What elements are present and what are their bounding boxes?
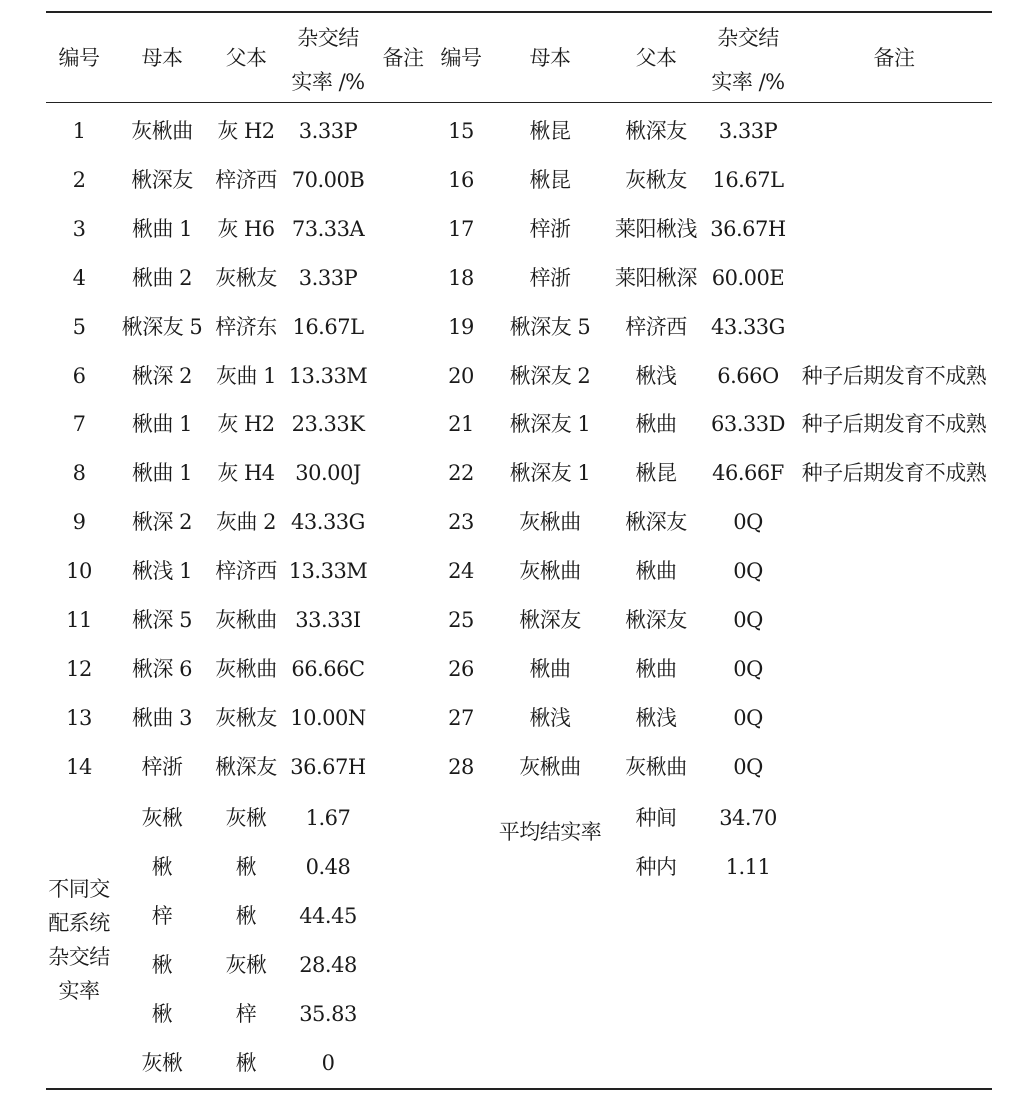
row-father-cell: 灰 H4: [217, 461, 275, 486]
row-id-cell: 13: [66, 705, 92, 730]
summary-system-label: [48, 872, 110, 1008]
row-father-cell: 楸深友: [215, 754, 277, 779]
summary-system-label-line: 杂交结: [48, 945, 110, 969]
row-father-cell: 灰曲 2: [215, 510, 277, 535]
row-rate-cell: 70.00B: [291, 167, 365, 192]
summary-mother-cell: 楸: [151, 854, 173, 879]
row-mother-cell: 梓浙: [141, 754, 183, 779]
row-id-cell: 7: [72, 412, 86, 437]
row-id-cell: 19: [448, 314, 474, 339]
row-mother-cell: 梓浙: [529, 216, 571, 241]
header-id-left: 编号: [58, 46, 100, 70]
row-id-cell: 11: [66, 608, 92, 632]
header-note-right: 备注: [873, 46, 915, 70]
row-id-cell: 20: [448, 363, 474, 388]
row-rate-cell: 6.66O: [717, 363, 779, 388]
row-mother-cell: 楸深友 2: [509, 363, 591, 388]
row-mother-cell: 楸曲 3: [131, 705, 193, 730]
row-father-cell: 楸浅: [635, 705, 677, 730]
row-id-cell: 10: [66, 559, 92, 584]
row-mother-cell: 楸昆: [529, 119, 571, 143]
row-id-cell: 5: [72, 314, 86, 339]
row-id-cell: 24: [448, 559, 474, 584]
row-father-cell: 灰曲 1: [215, 363, 277, 388]
row-mother-cell: 楸深 2: [131, 363, 193, 388]
row-mother-cell: 楸浅: [529, 705, 571, 730]
summary-average-rate-cell: 34.70: [719, 806, 777, 830]
row-mother-cell: 楸深 6: [131, 656, 193, 681]
row-rate-cell: 0Q: [733, 559, 763, 584]
row-mother-cell: 灰楸曲: [519, 754, 581, 779]
summary-system-label-line: 配系统: [48, 911, 110, 935]
row-id-cell: 6: [72, 363, 86, 388]
header-id-right: 编号: [440, 46, 482, 70]
row-id-cell: 14: [66, 754, 92, 779]
row-rate-cell: 30.00J: [295, 461, 361, 486]
row-mother-cell: 楸曲 1: [131, 412, 193, 437]
summary-mother-cell: 梓: [151, 903, 173, 928]
row-rate-cell: 46.66F: [712, 461, 784, 486]
row-id-cell: 25: [448, 608, 474, 632]
row-id-cell: 2: [72, 167, 86, 192]
row-rate-cell: 0Q: [733, 705, 763, 730]
header-father-right: 父本: [635, 46, 677, 70]
row-id-cell: 28: [448, 754, 474, 779]
header-note-left: 备注: [382, 46, 424, 70]
summary-father-cell: 楸: [235, 1050, 257, 1075]
row-father-cell: 莱阳楸浅: [615, 216, 697, 241]
row-mother-cell: 楸浅 1: [131, 559, 193, 584]
summary-mother-cell: 灰楸: [141, 806, 183, 830]
summary-father-cell: 灰楸: [225, 952, 267, 977]
row-id-cell: 17: [448, 216, 474, 241]
header-father-left: 父本: [225, 46, 267, 70]
row-father-cell: 莱阳楸深: [615, 265, 697, 290]
row-father-cell: 楸深友: [625, 608, 687, 632]
summary-father-cell: 楸: [235, 903, 257, 928]
summary-type-cell: 种内: [635, 854, 677, 879]
row-mother-cell: 楸曲 1: [131, 216, 193, 241]
row-mother-cell: 楸曲 1: [131, 461, 193, 486]
row-father-cell: 楸曲: [635, 559, 677, 584]
row-father-cell: 楸浅: [635, 363, 677, 388]
row-rate-cell: 13.33M: [288, 559, 368, 584]
row-mother-cell: 楸深友 1: [509, 461, 591, 486]
summary-mother-cell: 灰楸: [141, 1050, 183, 1075]
summary-average-rate-cell: 1.11: [725, 854, 771, 879]
row-father-cell: 灰 H2: [217, 412, 275, 437]
row-rate-cell: 60.00E: [711, 265, 785, 290]
row-father-cell: 楸昆: [635, 461, 677, 486]
row-father-cell: 灰楸曲: [625, 754, 687, 779]
row-father-cell: 灰楸友: [215, 265, 277, 290]
row-id-cell: 15: [448, 119, 474, 143]
row-rate-cell: 0Q: [733, 656, 763, 681]
row-rate-cell: 16.67L: [712, 167, 784, 192]
row-note-cell: 种子后期发育不成熟: [801, 412, 987, 437]
row-id-cell: 21: [448, 412, 474, 437]
row-father-cell: 灰楸友: [625, 167, 687, 192]
summary-system-label-line: 实率: [58, 979, 100, 1003]
row-mother-cell: 灰楸曲: [519, 559, 581, 584]
row-note-cell: 种子后期发育不成熟: [801, 363, 987, 388]
row-father-cell: 楸曲: [635, 412, 677, 437]
row-rate-cell: 0Q: [733, 754, 763, 779]
row-mother-cell: 楸深 5: [131, 608, 193, 632]
row-id-cell: 1: [72, 119, 86, 143]
summary-rate-cell: 28.48: [299, 952, 357, 977]
row-rate-cell: 66.66C: [291, 656, 365, 681]
row-rate-cell: 0Q: [733, 608, 763, 632]
row-note-cell: 种子后期发育不成熟: [801, 461, 987, 486]
summary-mother-cell: 楸: [151, 952, 173, 977]
row-rate-cell: 0Q: [733, 510, 763, 535]
header-mother-right: 母本: [529, 46, 571, 70]
summary-system-label-line: 不同交: [48, 877, 110, 901]
row-father-cell: 梓济东: [215, 314, 277, 339]
row-rate-cell: 63.33D: [711, 412, 785, 437]
summary-rate-cell: 0: [321, 1050, 335, 1075]
row-rate-cell: 73.33A: [291, 216, 365, 241]
table-bottom-rule: [46, 1088, 992, 1090]
row-id-cell: 18: [448, 265, 474, 290]
row-rate-cell: 10.00N: [290, 705, 366, 730]
row-mother-cell: 楸深友 1: [509, 412, 591, 437]
row-mother-cell: 楸深友: [131, 167, 193, 192]
row-mother-cell: 楸深友 5: [121, 314, 203, 339]
row-father-cell: 灰楸友: [215, 705, 277, 730]
row-id-cell: 3: [72, 216, 86, 241]
row-id-cell: 16: [448, 167, 474, 192]
row-mother-cell: 楸昆: [529, 167, 571, 192]
summary-rate-cell: 1.67: [305, 806, 351, 830]
table-top-rule: [46, 11, 992, 13]
row-father-cell: 灰楸曲: [215, 656, 277, 681]
row-father-cell: 楸深友: [625, 510, 687, 535]
row-father-cell: 梓济西: [215, 167, 277, 192]
table-header-rule: [46, 102, 992, 103]
summary-type-cell: 种间: [635, 806, 677, 830]
row-mother-cell: 楸深 2: [131, 510, 193, 535]
row-rate-cell: 33.33I: [295, 608, 361, 632]
header-mother-left: 母本: [141, 46, 183, 70]
row-mother-cell: 梓浙: [529, 265, 571, 290]
row-father-cell: 梓济西: [215, 559, 277, 584]
row-rate-cell: 3.33P: [718, 119, 778, 143]
summary-rate-cell: 44.45: [299, 903, 357, 928]
row-id-cell: 8: [72, 461, 86, 486]
row-id-cell: 9: [72, 510, 86, 535]
row-rate-cell: 16.67L: [292, 314, 364, 339]
row-mother-cell: 楸曲: [529, 656, 571, 681]
summary-rate-cell: 0.48: [305, 854, 351, 879]
row-id-cell: 22: [448, 461, 474, 486]
summary-father-cell: 灰楸: [225, 806, 267, 830]
row-id-cell: 27: [448, 705, 474, 730]
row-id-cell: 23: [448, 510, 474, 535]
row-rate-cell: 36.67H: [290, 754, 366, 779]
header-rate-line2-right: 实率 /%: [711, 70, 785, 94]
summary-rate-cell: 35.83: [299, 1001, 357, 1026]
row-rate-cell: 43.33G: [711, 314, 785, 339]
row-father-cell: 灰 H2: [217, 119, 275, 143]
row-father-cell: 梓济西: [625, 314, 687, 339]
row-rate-cell: 23.33K: [291, 412, 365, 437]
row-mother-cell: 灰楸曲: [519, 510, 581, 535]
row-id-cell: 4: [72, 265, 86, 290]
row-id-cell: 12: [66, 656, 92, 681]
row-father-cell: 灰楸曲: [215, 608, 277, 632]
header-rate-line1-left: 杂交结: [297, 26, 359, 50]
row-father-cell: 楸深友: [625, 119, 687, 143]
row-rate-cell: 43.33G: [291, 510, 365, 535]
row-mother-cell: 楸深友: [519, 608, 581, 632]
summary-average-label: 平均结实率: [498, 820, 602, 844]
row-rate-cell: 13.33M: [288, 363, 368, 388]
row-rate-cell: 3.33P: [298, 265, 358, 290]
row-rate-cell: 36.67H: [710, 216, 786, 241]
row-mother-cell: 楸深友 5: [509, 314, 591, 339]
row-mother-cell: 楸曲 2: [131, 265, 193, 290]
row-father-cell: 楸曲: [635, 656, 677, 681]
row-rate-cell: 3.33P: [298, 119, 358, 143]
row-id-cell: 26: [448, 656, 474, 681]
row-mother-cell: 灰楸曲: [131, 119, 193, 143]
header-rate-line2-left: 实率 /%: [291, 70, 365, 94]
summary-mother-cell: 楸: [151, 1001, 173, 1026]
summary-father-cell: 梓: [235, 1001, 257, 1026]
summary-father-cell: 楸: [235, 854, 257, 879]
row-father-cell: 灰 H6: [217, 216, 275, 241]
header-rate-line1-right: 杂交结: [717, 26, 779, 50]
